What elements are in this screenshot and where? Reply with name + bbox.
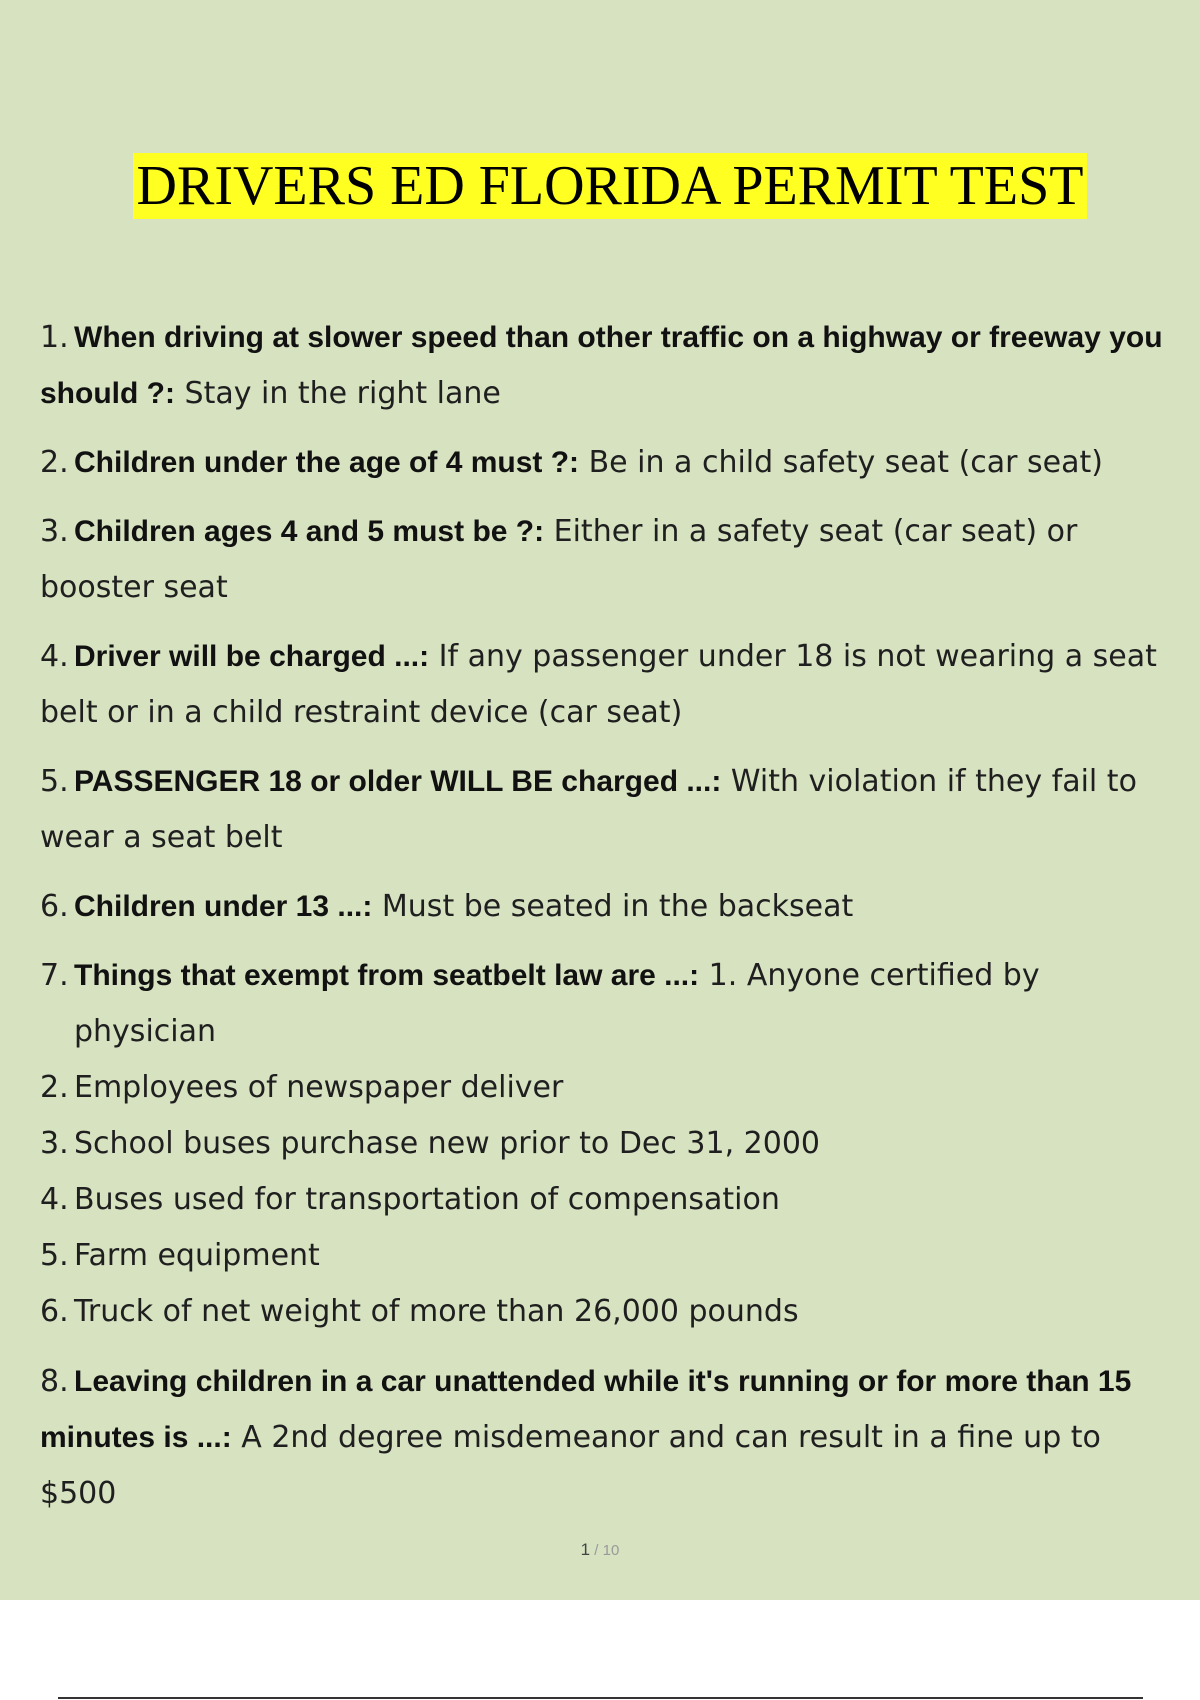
sublist-number: 5. (40, 1238, 69, 1273)
sublist-text: Employees of newspaper deliver (74, 1070, 564, 1105)
document-title: DRIVERS ED FLORIDA PERMIT TEST (133, 153, 1088, 219)
question-text: Leaving children in a car unattended while it's running or for more than 15 minutes is ...: (40, 1365, 1132, 1454)
title-block (0, 153, 1200, 219)
sublist-text: School buses purchase new prior to Dec 31, 2000 (74, 1126, 821, 1161)
list-item (40, 435, 1180, 491)
answer-text: If any passenger under 18 is not wearing a seat belt or in a child restraint device (car seat) (40, 639, 1157, 730)
sublist-item (40, 1284, 1180, 1340)
answer-text: Stay in the right lane (174, 376, 501, 411)
item-number: 8. (40, 1364, 69, 1399)
item-number: 6. (40, 889, 69, 924)
answer-text: Must be seated in the backseat (372, 889, 854, 924)
sublist-text: Buses used for transportation of compensation (74, 1182, 780, 1217)
question-text: Things that exempt from seatbelt law are ...: (74, 959, 700, 992)
sublist-item (40, 1172, 1180, 1228)
total-pages: / 10 (590, 1542, 620, 1559)
sublist-item (40, 1060, 1180, 1116)
current-page: 1 (580, 1540, 591, 1559)
answer-text: Be in a child safety seat (car seat) (579, 445, 1103, 480)
item-number: 3. (40, 514, 69, 549)
list-item (40, 948, 1180, 1060)
sublist-number: 2. (40, 1070, 69, 1105)
list-item (40, 1354, 1180, 1522)
question-text: Driver will be charged ...: (74, 640, 430, 673)
answer-text: Either in a safety seat (car seat) or booster seat (40, 514, 1078, 605)
item-number: 4. (40, 639, 69, 674)
question-text: Children under 13 ...: (74, 890, 373, 923)
sublist-item (40, 1116, 1180, 1172)
item-number: 2. (40, 445, 69, 480)
sublist-number: 3. (40, 1126, 69, 1161)
question-list (40, 310, 1180, 1535)
item-number: 7. (40, 958, 69, 993)
sublist-number: 4. (40, 1182, 69, 1217)
bottom-divider (58, 1697, 1143, 1699)
item-number: 5. (40, 764, 69, 799)
answer-text: 1. Anyone certified by physician (74, 958, 1040, 1049)
sublist-number: 6. (40, 1294, 69, 1329)
list-item (40, 310, 1180, 422)
sublist-item (40, 1228, 1180, 1284)
question-text: When driving at slower speed than other traffic on a highway or freeway you should ?: (40, 321, 1163, 410)
sublist-text: Farm equipment (74, 1238, 320, 1273)
list-item (40, 754, 1180, 866)
answer-text: With violation if they fail to wear a seat belt (40, 764, 1137, 855)
list-item (40, 629, 1180, 741)
list-item (40, 879, 1180, 935)
question-text: Children ages 4 and 5 must be ?: (74, 515, 545, 548)
page-indicator (0, 1540, 1200, 1560)
question-text: PASSENGER 18 or older WILL BE charged ...: (74, 765, 722, 798)
item-number: 1. (40, 320, 69, 355)
question-text: Children under the age of 4 must ?: (74, 446, 580, 479)
answer-text: A 2nd degree misdemeanor and can result in a fine up to $500 (40, 1420, 1101, 1511)
sublist-text: Truck of net weight of more than 26,000 pounds (74, 1294, 799, 1329)
list-item (40, 504, 1180, 616)
